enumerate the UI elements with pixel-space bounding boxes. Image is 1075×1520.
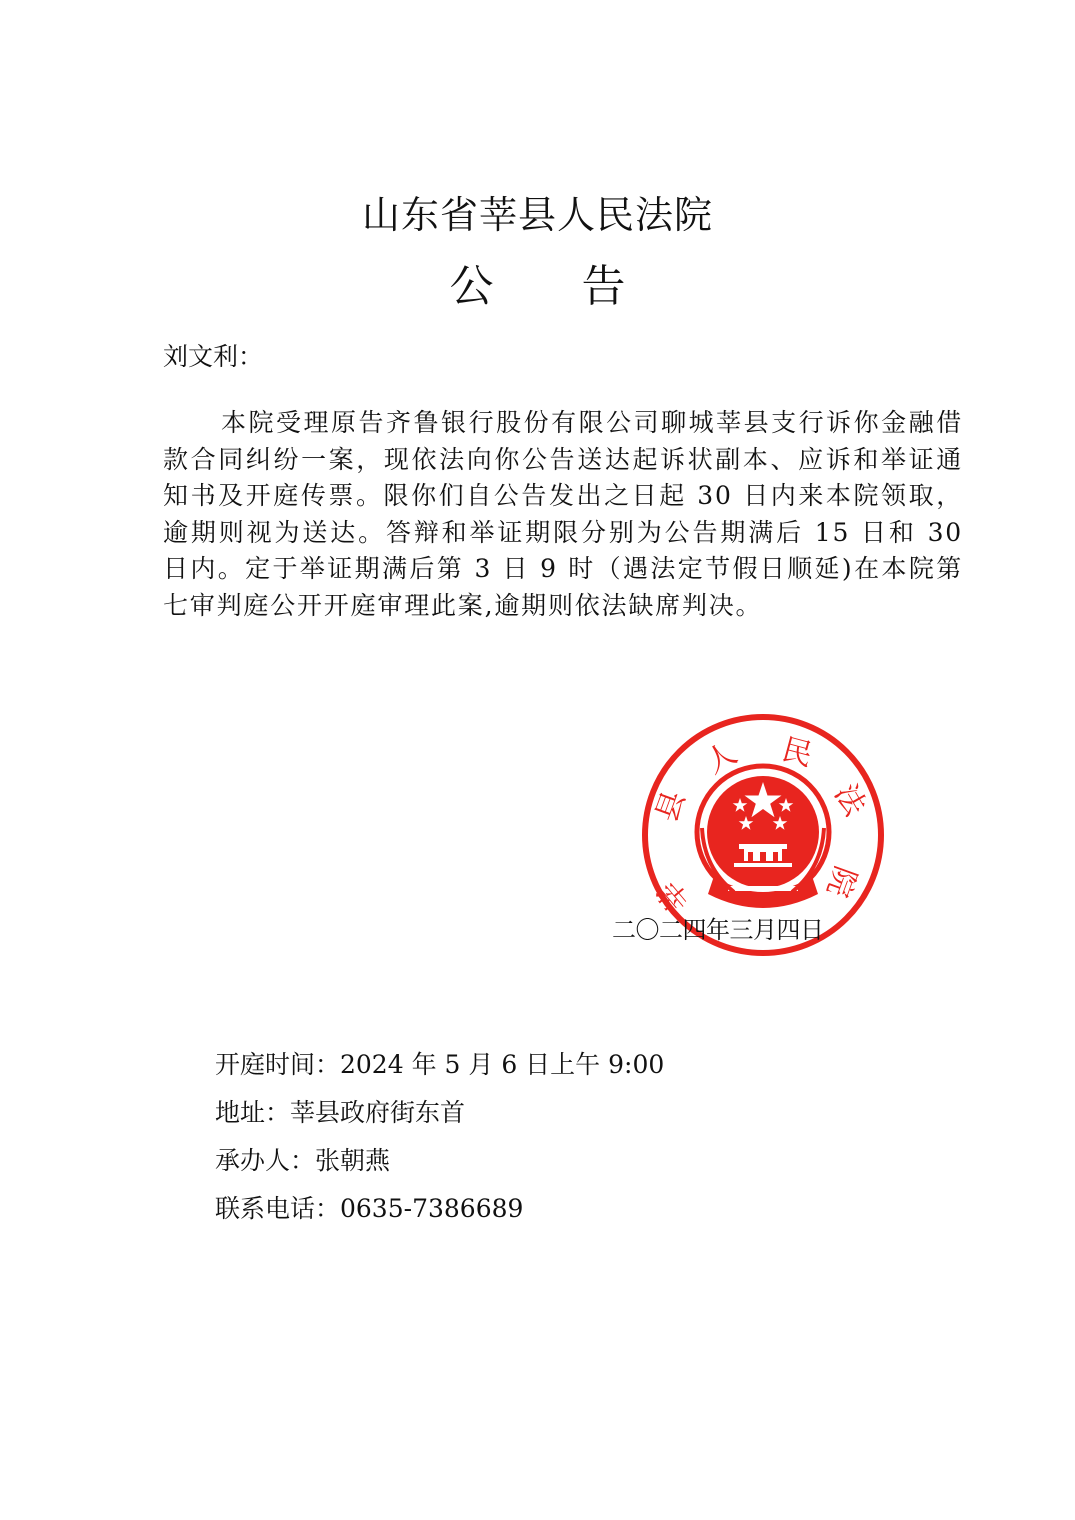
svg-text:法: 法 (827, 778, 873, 822)
hearing-time: 开庭时间：2024 年 5 月 6 日上午 9:00 (215, 1050, 665, 1079)
notice-title-left: 公 (449, 261, 494, 312)
svg-text:民: 民 (778, 731, 817, 774)
svg-text:县: 县 (649, 786, 693, 827)
court-name: 山东省莘县人民法院 (361, 193, 713, 237)
court-address: 地址：莘县政府街东首 (215, 1098, 466, 1127)
contact-info (215, 1045, 664, 1237)
svg-text:院: 院 (819, 861, 863, 902)
svg-text:人: 人 (699, 735, 743, 782)
case-handler: 承办人：张朝燕 (215, 1146, 391, 1175)
notice-body: 本院受理原告齐鲁银行股份有限公司聊城莘县支行诉你金融借款合同纠纷一案，现依法向你公告送达起诉状副本、应诉和举证通知书及开庭传票。限你们自公告发出之日起 30 日内来本院领取，逾期则视为送达。答辩和举证期限分别为公告期满后 15 日和 30 日内。定于举证期满后第 3 日 9 时（遇法定节假日顺延)在本院第七审判庭公开开庭审理此案,逾期则依法缺席判决。 (163, 408, 963, 620)
addressee: 刘文利： (163, 342, 264, 371)
svg-text:莘: 莘 (651, 873, 698, 919)
contact-phone: 联系电话：0635-7386689 (215, 1194, 524, 1223)
notice-title-right: 告 (581, 261, 626, 312)
notice-title (0, 258, 1075, 316)
notice-date: 二〇二四年三月四日 (612, 916, 824, 944)
